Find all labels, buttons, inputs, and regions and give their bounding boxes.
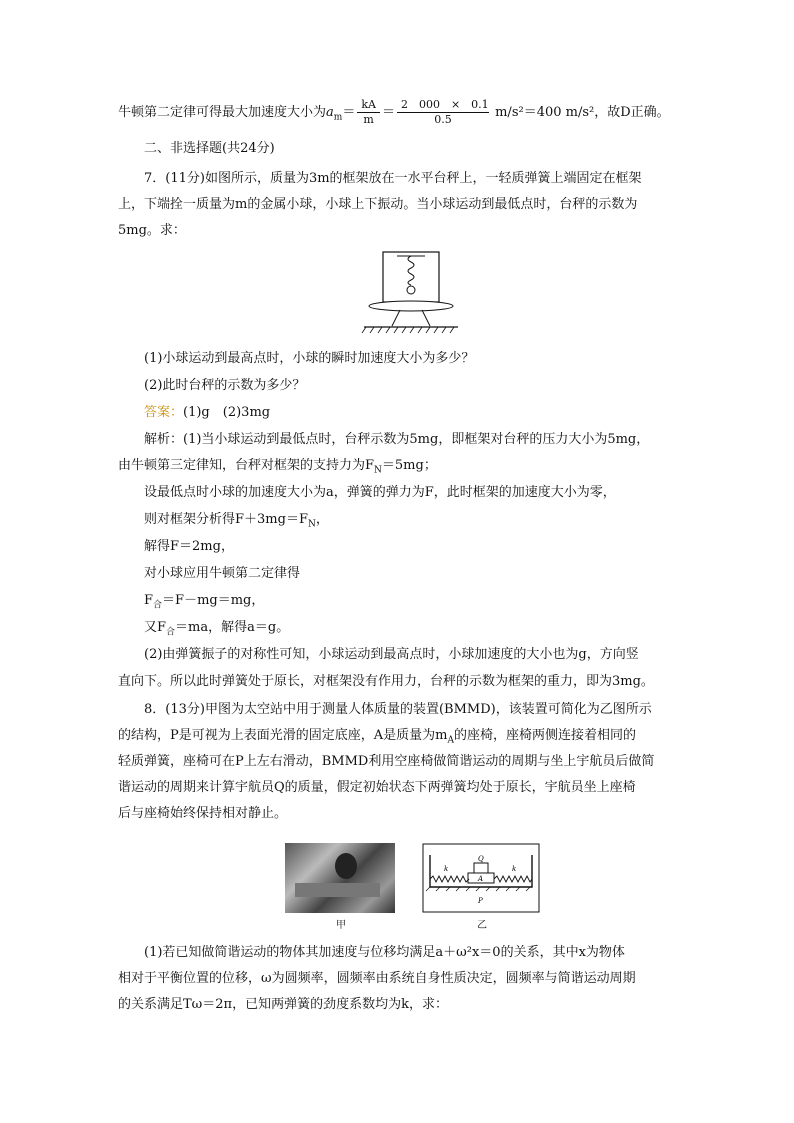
explain-7-sub: 合 [153,600,163,611]
q7-sub-2: (2)此时台秤的示数为多少？ [144,378,306,393]
explain-8 [144,619,289,642]
section-heading: 二、非选择题(共24分) [144,141,275,156]
q8-line-4: 谐运动的周期来计算宇航员Q的质量，假定初始状态下两弹簧均处于原长，宇航员坐上座椅 [118,780,636,795]
explain-8-pre: 又F [144,620,167,635]
astronaut-q [474,863,488,873]
answer-text: (1)g (2)3mg [183,405,271,420]
explain-2-sub: N [374,465,382,476]
var-a: a [326,105,334,120]
explain-8-sub: 合 [166,627,176,638]
explain-7 [144,592,264,615]
formula-prefix: 牛顿第二定律可得最大加速度大小为 [118,105,327,120]
explain-9: (2)由弹簧振子的对称性可知，小球运动到最高点时，小球加速度的大小也为g，方向竖 [144,647,639,662]
frac1-num: kA [357,98,380,113]
frac1-den: m [363,113,374,126]
explain-2 [118,457,437,480]
explain-6: 对小球应用牛顿第二定律得 [144,566,301,581]
q8-line-1: 8．(13分)甲图为太空站中用于测量人体质量的装置(BMMD)，该装置可简化为乙图所示 [144,702,652,717]
explain-5: 解得F＝2mg， [144,539,234,554]
q8-line-2 [118,727,636,750]
caption-yi: 乙 [477,920,487,931]
q8-sub1-line-3: 的关系满足Tω＝2π，已知两弹簧的劲度系数均为k，求： [118,997,448,1012]
answer-line [144,404,270,422]
q7-line-3: 5mg。求： [118,223,186,238]
sub-m: m [333,112,343,123]
answer-label: 答案： [144,405,184,420]
metal-ball [407,286,415,294]
q7-line-2: 上，下端拴一质量为m的金属小球，小球上下振动。当小球运动到最低点时，台秤的示数为 [118,197,638,212]
scale-leg-right [422,310,430,326]
q8-line-2-pre: 的结构，P是可视为上表面光滑的固定底座，A是质量为m [118,728,448,743]
label-a: A [478,875,484,883]
formula-suffix: m/s²＝400 m/s²，故D正确。 [495,105,670,120]
q8-sub1-line-1: (1)若已知做简谐运动的物体其加速度与位移均满足a＋ω²x＝0的关系，其中x为物体 [144,945,625,960]
bmmd-schematic [422,843,540,913]
formula-line [118,98,670,127]
label-k-left: k [444,865,449,873]
explain-7-pre: F [144,593,154,608]
explain-3: 设最低点时小球的加速度大小为a，弹簧的弹力为F，此时框架的加速度大小为零， [144,485,616,500]
q8-line-3: 轻质弹簧，座椅可在P上左右滑动，BMMD利用空座椅做简谐运动的周期与坐上宇航员后做简 [118,754,655,769]
explain-4-post: ， [315,512,329,527]
explain-2-text: 由牛顿第三定律知，台秤对框架的支持力为F [118,458,375,473]
astronaut-head [335,853,357,879]
q8-line-2-sub: A [447,735,454,746]
q7-sub-1: (1)小球运动到最高点时，小球的瞬时加速度大小为多少？ [144,351,475,366]
frac2-den: 0.5 [434,113,452,126]
explain-4 [144,511,329,534]
explain-8-post: ＝ma，解得a＝g。 [175,620,290,635]
label-q: Q [478,855,484,863]
fraction-kA-m [357,98,380,127]
q8-sub1-line-2: 相对于平衡位置的位移，ω为圆频率，圆频率由系统自身性质决定，圆频率与简谐运动周期 [118,971,636,986]
explain-1: 解析：(1)当小球运动到最低点时，台秤示数为5mg，即框架对台秤的压力大小为5mg， [144,432,650,447]
astronaut-photo [285,843,395,913]
equals-1: ＝ [342,105,356,120]
equipment-bar [295,883,380,897]
explain-4-sub: N [307,519,316,530]
caption-jia: 甲 [336,920,346,931]
q8-line-2-post: 的座椅，座椅两侧连接着相同的 [453,728,636,743]
frac2-num: 2 000 × 0.1 [397,98,489,113]
label-p: P [478,897,483,905]
q7-line-1: 7．(11分)如图所示，质量为3m的框架放在一水平台秤上，一轻质弹簧上端固定在框架 [144,171,642,186]
explain-7-post: ＝F－mg＝mg， [162,593,265,608]
explain-2-post: ＝5mg； [381,458,437,473]
ground-hatch [362,327,454,333]
fraction-numeric [397,98,489,127]
explain-10: 直向下。所以此时弹簧处于原长，对框架没有作用力，台秤的示数为框架的重力，即为3mg。 [118,674,654,689]
explain-4-text: 则对框架分析得F＋3mg＝F [144,512,308,527]
scale-leg-left [392,310,400,326]
scale-platform [369,301,453,311]
q8-line-5: 后与座椅始终保持相对静止。 [118,806,288,821]
label-k-right: k [512,865,517,873]
frame-scale-figure [356,250,466,340]
equals-2: ＝ [381,105,395,120]
